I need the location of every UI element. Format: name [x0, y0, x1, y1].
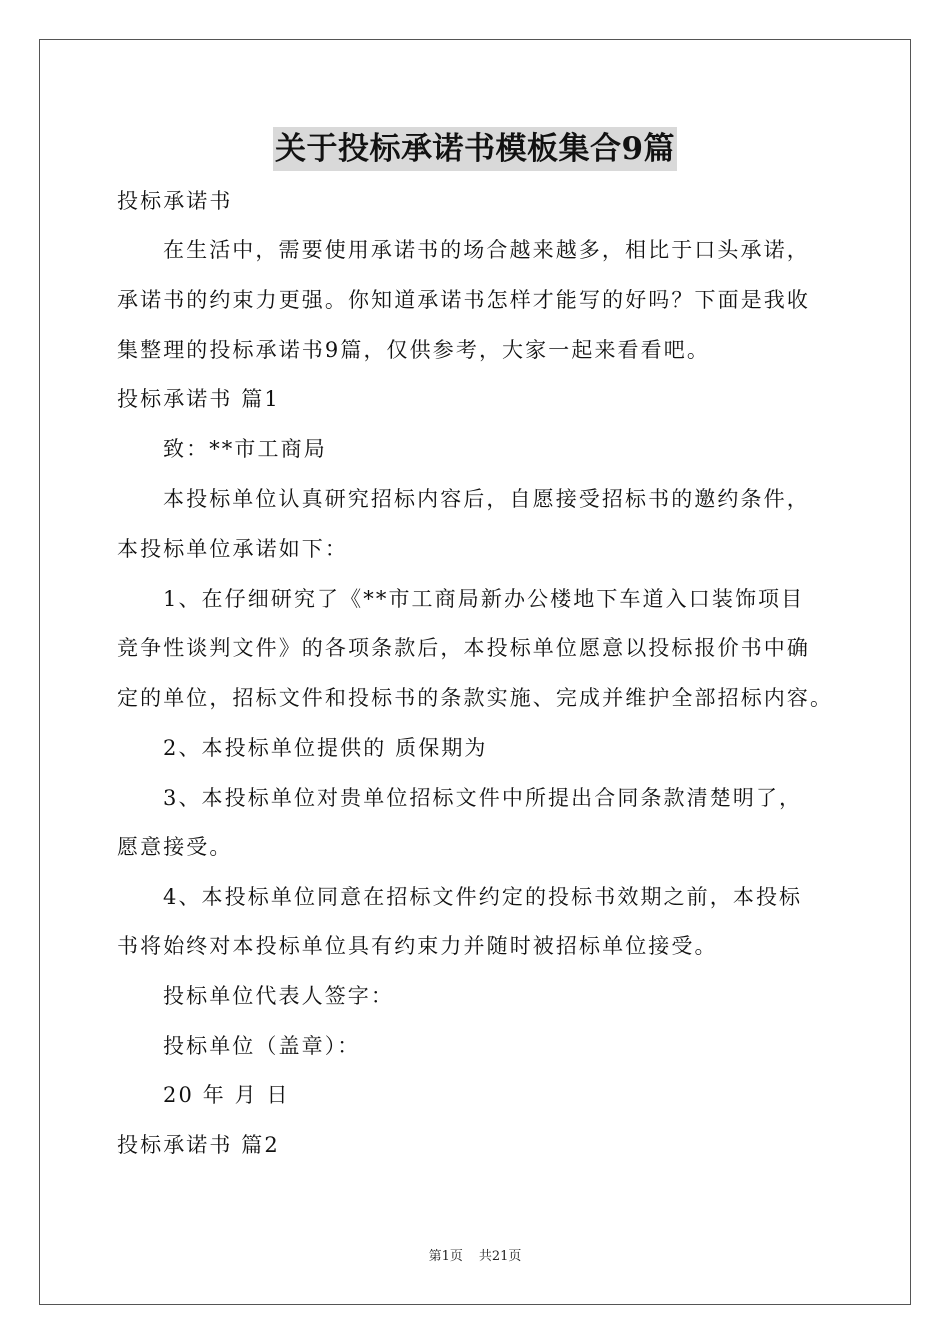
- seal-line: 投标单位（盖章）：: [163, 1034, 361, 1058]
- paragraph-line: 集整理的投标承诺书9篇，仅供参考，大家一起来看看吧。: [117, 338, 710, 362]
- addressee-line: 致：**市工商局: [163, 437, 327, 461]
- paragraph-line: 4、本投标单位同意在招标文件约定的投标书效期之前，本投标: [163, 885, 803, 909]
- paragraph-line: 3、本投标单位对贵单位招标文件中所提出合同条款清楚明了，: [163, 786, 803, 810]
- paragraph-line: 1、在仔细研究了《**市工商局新办公楼地下车道入口装饰项目: [163, 587, 805, 611]
- title-container: [0, 127, 950, 171]
- page-number: 第1页: [428, 1249, 463, 1264]
- paragraph-line: 在生活中，需要使用承诺书的场合越来越多，相比于口头承诺，: [163, 238, 810, 262]
- section-heading: 投标承诺书 篇1: [117, 387, 280, 411]
- document-title: 关于投标承诺书模板集合9篇: [273, 127, 677, 171]
- page-footer: [0, 1248, 950, 1266]
- paragraph-line: 定的单位，招标文件和投标书的条款实施、完成并维护全部招标内容。: [117, 686, 834, 710]
- paragraph-line: 承诺书的约束力更强。你知道承诺书怎样才能写的好吗？下面是我收: [117, 288, 810, 312]
- paragraph-line: 竞争性谈判文件》的各项条款后，本投标单位愿意以投标报价书中确: [117, 636, 810, 660]
- page-border: [39, 39, 911, 1305]
- section-heading: 投标承诺书 篇2: [117, 1133, 280, 1157]
- page-total: 共21页: [478, 1249, 522, 1264]
- paragraph-line: 书将始终对本投标单位具有约束力并随时被招标单位接受。: [117, 934, 718, 958]
- paragraph-line: 2、本投标单位提供的 质保期为: [163, 736, 488, 760]
- signature-line: 投标单位代表人签字：: [163, 984, 394, 1008]
- paragraph-line: 愿意接受。: [117, 835, 233, 859]
- paragraph-line: 本投标单位承诺如下：: [117, 537, 348, 561]
- paragraph-line: 本投标单位认真研究招标内容后，自愿接受招标书的邀约条件，: [163, 487, 810, 511]
- section-heading: 投标承诺书: [117, 189, 233, 213]
- date-line: 20 年 月 日: [163, 1083, 290, 1107]
